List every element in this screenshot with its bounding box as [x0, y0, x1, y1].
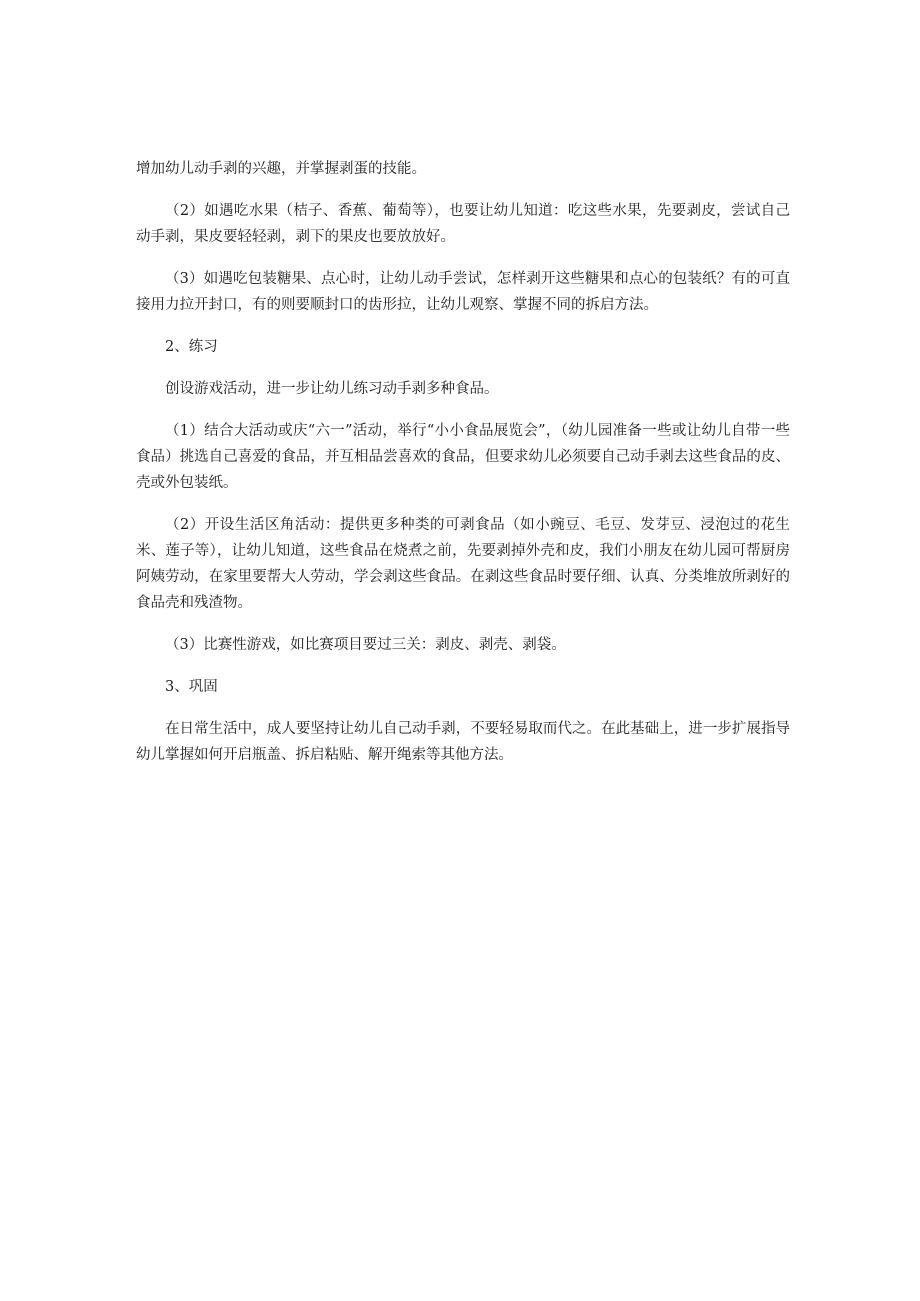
paragraph-continuation: 增加幼儿动手剥的兴趣，并掌握剥蛋的技能。	[136, 161, 426, 177]
paragraph-life-corner: （2）开设生活区角活动：提供更多种类的可剥食品（如小豌豆、毛豆、发芽豆、浸泡过的花生米、莲子等），让幼儿知道，这些食品在烧煮之前，先要剥掉外壳和皮，我们小朋友在幼儿园可帮厨房阿姨劳动，在家里要帮大人劳动，学会剥这些食品。在剥这些食品时要仔细、认真、分类堆放所剥好的食品壳和残渣物。	[136, 517, 790, 611]
paragraph-competition-game: （3）比赛性游戏，如比赛项目要过三关：剥皮、剥壳、剥袋。	[165, 637, 566, 653]
paragraph-candy-wrapper: （3）如遇吃包装糖果、点心时，让幼儿动手尝试，怎样剥开这些糖果和点心的包装纸？有的可直接用力拉开封口，有的则要顺封口的齿形拉，让幼儿观察、掌握不同的拆启方法。	[136, 271, 790, 313]
section-heading-practice: 2、练习	[165, 339, 218, 355]
paragraph-food-exhibition: （1）结合大活动或庆“六一”活动，举行“小小食品展览会”，（幼儿园准备一些或让幼儿自带一些食品）挑选自己喜爱的食品，并互相品尝喜欢的食品，但要求幼儿必须要自己动手剥去这些食品的皮、壳或外包装纸。	[136, 423, 790, 491]
document-body	[136, 156, 790, 784]
paragraph-daily-life: 在日常生活中，成人要坚持让幼儿自己动手剥，不要轻易取而代之。在此基础上，进一步扩展指导幼儿掌握如何开启瓶盖、拆启粘贴、解开绳索等其他方法。	[136, 721, 790, 763]
section-heading-consolidate: 3、巩固	[165, 679, 218, 695]
paragraph-fruit-peeling: （2）如遇吃水果（桔子、香蕉、葡萄等），也要让幼儿知道：吃这些水果，先要剥皮，尝试自己动手剥，果皮要轻轻剥，剥下的果皮也要放放好。	[136, 203, 790, 245]
paragraph-game-activity: 创设游戏活动，进一步让幼儿练习动手剥多种食品。	[165, 381, 499, 397]
